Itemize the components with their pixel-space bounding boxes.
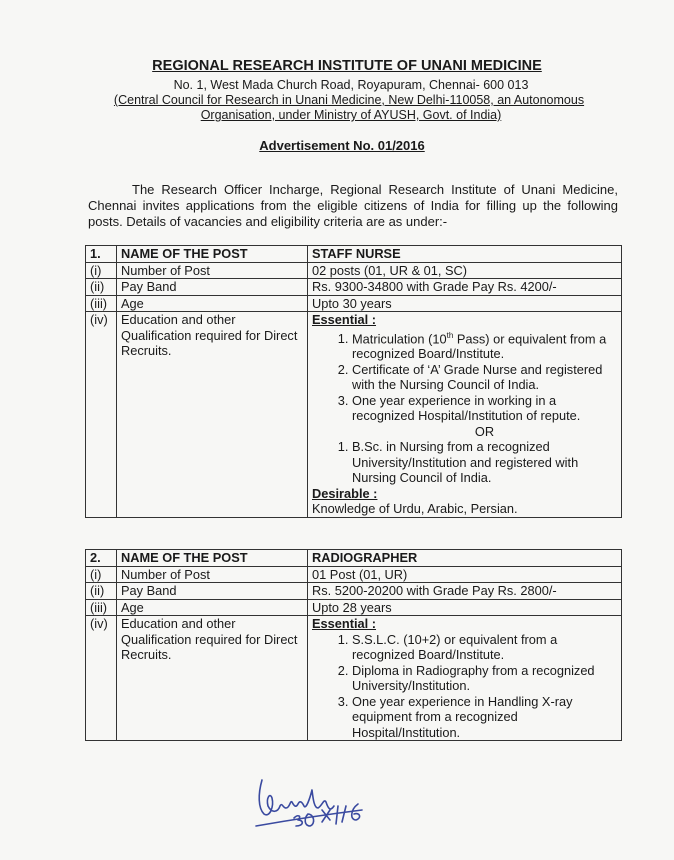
table-row — [86, 583, 622, 600]
qualification-cell — [308, 312, 622, 518]
table-row — [86, 295, 622, 312]
post-number: 1. — [86, 246, 117, 263]
row-value: 02 posts (01, UR & 01, SC) — [308, 262, 622, 279]
row-label: Age — [117, 599, 308, 616]
row-index: (iv) — [86, 616, 117, 741]
post-table-staff-nurse — [85, 245, 622, 518]
post-number: 2. — [86, 550, 117, 567]
table-row — [86, 566, 622, 583]
table-row — [86, 312, 622, 518]
row-index: (i) — [86, 262, 117, 279]
row-label: Pay Band — [117, 583, 308, 600]
desirable-label: Desirable : — [312, 485, 378, 501]
post-name: RADIOGRAPHER — [308, 550, 622, 567]
intro-paragraph: The Research Officer Incharge, Regional Research Institute of Unani Medicine, Chennai invites applications from the eligible citizens of India for filling up the following posts. Details of vacancies and eligibility criteria are as under:- — [88, 182, 618, 229]
row-label: Pay Band — [117, 279, 308, 296]
row-value: Upto 28 years — [308, 599, 622, 616]
list-item: 3. One year experience in working in a recognized Hospital/Institution of repute. — [352, 393, 617, 424]
table-row — [86, 616, 622, 741]
row-index: (ii) — [86, 583, 117, 600]
handwritten-signature — [250, 768, 380, 836]
essential-list — [312, 632, 617, 741]
table-row — [86, 550, 622, 567]
essential-alt-list — [312, 439, 617, 486]
post-table-radiographer — [85, 549, 622, 741]
qualification-label: Education and other Qualification required for Direct Recruits. — [117, 616, 308, 741]
row-index: (iii) — [86, 599, 117, 616]
advertisement-number: Advertisement No. 01/2016 — [259, 138, 425, 153]
list-item: 2. Certificate of ‘A’ Grade Nurse and registered with the Nursing Council of India. — [352, 362, 617, 393]
qualification-label: Education and other Qualification required for Direct Recruits. — [117, 312, 308, 518]
row-index: (i) — [86, 566, 117, 583]
institute-title: REGIONAL RESEARCH INSTITUTE OF UNANI MEDICINE — [152, 58, 542, 74]
row-value: Upto 30 years — [308, 295, 622, 312]
row-label: Age — [117, 295, 308, 312]
essential-label: Essential : — [312, 312, 377, 327]
row-label: Number of Post — [117, 566, 308, 583]
row-value: Rs. 5200-20200 with Grade Pay Rs. 2800/- — [308, 583, 622, 600]
table-row — [86, 246, 622, 263]
list-item: 2. Diploma in Radiography from a recognized University/Institution. — [352, 663, 617, 694]
post-name: STAFF NURSE — [308, 246, 622, 263]
or-separator: OR — [474, 423, 495, 439]
list-item: 3. One year experience in Handling X-ray equipment from a recognized Hospital/Institution. — [352, 694, 617, 741]
row-value: Rs. 9300-34800 with Grade Pay Rs. 4200/- — [308, 279, 622, 296]
table-row — [86, 599, 622, 616]
list-item: 1. Matriculation (10th Pass) or equivalent from a recognized Board/Institute. — [352, 328, 617, 362]
row-label: Number of Post — [117, 262, 308, 279]
row-index: (iv) — [86, 312, 117, 518]
table-row — [86, 262, 622, 279]
row-index: (ii) — [86, 279, 117, 296]
post-name-label: NAME OF THE POST — [117, 246, 308, 263]
list-item: 1. S.S.L.C. (10+2) or equivalent from a recognized Board/Institute. — [352, 632, 617, 663]
essential-label: Essential : — [312, 616, 377, 631]
desirable-text: Knowledge of Urdu, Arabic, Persian. — [312, 501, 518, 517]
table-row — [86, 279, 622, 296]
institute-address: No. 1, West Mada Church Road, Royapuram, Chennai- 600 013 — [173, 78, 529, 92]
row-value: 01 Post (01, UR) — [308, 566, 622, 583]
qualification-cell — [308, 616, 622, 741]
essential-list — [312, 328, 617, 424]
list-item: 1. B.Sc. in Nursing from a recognized University/Institution and registered with Nursing Council of India. — [352, 439, 617, 486]
post-name-label: NAME OF THE POST — [117, 550, 308, 567]
row-index: (iii) — [86, 295, 117, 312]
council-line-1: (Central Council for Research in Unani Medicine, New Delhi-110058, an Autonomous — [113, 93, 585, 107]
council-line-2: Organisation, under Ministry of AYUSH, Govt. of India) — [200, 108, 502, 122]
